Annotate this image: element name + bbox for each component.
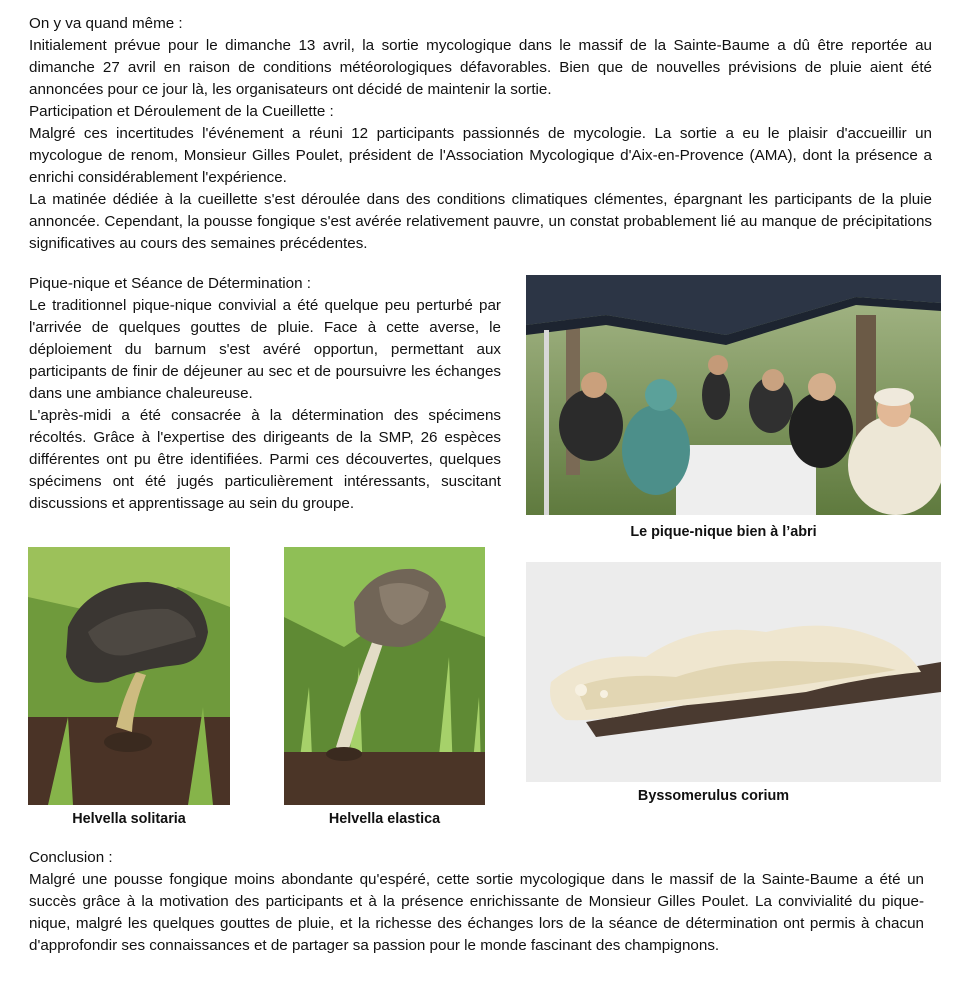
intro-heading: On y va quand même : (29, 15, 183, 32)
picnic-photo (526, 275, 941, 515)
participation-heading: Participation et Déroulement de la Cueillette : (29, 103, 334, 120)
helvella-elastica-caption: Helvella elastica (328, 811, 441, 827)
byssomerulus-corium-caption: Byssomerulus corium (637, 788, 790, 804)
byssomerulus-corium-photo (526, 562, 941, 782)
helvella-solitaria-caption: Helvella solitaria (72, 811, 186, 827)
participation-paragraph-2: La matinée dédiée à la cueillette s'est déroulée dans des conditions climatiques clémentes, épargnant les participants de la pluie annoncée. Cependant, la pousse fongique s'est avérée relativement pauvre, un constat probablement lié au manque de précipitations significatives au cours des semaines précédentes. (29, 191, 932, 252)
conclusion-paragraph: Malgré une pousse fongique moins abondante qu'espéré, cette sortie mycologique dans le massif de la Sainte-Baume a été un succès grâce à la motivation des participants et à la présence enrichissante de Monsieur Gilles Poulet. La convivialité du pique-nique, malgré les quelques gouttes de pluie, et la richesse des échanges lors de la séance de détermination ont permis à chacun d'approfondir ses connaissances et de partager sa passion pour le monde fascinant des champignons. (29, 871, 924, 954)
picnic-caption: Le pique-nique bien à l’abri (630, 524, 817, 540)
intro-paragraph: Initialement prévue pour le dimanche 13 avril, la sortie mycologique dans le massif de la Sainte-Baume a dû être reportée au dimanche 27 avril en raison de conditions météorologiques défavorables. Bien que de nouvelles prévisions de pluie aient été annoncées pour ce jour là, les organisateurs ont décidé de maintenir la sortie. (29, 37, 932, 98)
picnic-heading: Pique-nique et Séance de Détermination : (29, 275, 311, 292)
picnic-block (29, 273, 501, 515)
picnic-paragraph-2: L'après-midi a été consacrée à la détermination des spécimens récoltés. Grâce à l'expertise des dirigeants de la SMP, 26 espèces différentes ont pu être identifiées. Parmi ces découvertes, quelques spécimens ont été jugés particulièrement intéressants, suscitant discussions et apprentissage au sein du groupe. (29, 407, 501, 512)
helvella-solitaria-photo (28, 547, 230, 805)
participation-paragraph-1: Malgré ces incertitudes l'événement a réuni 12 participants passionnés de mycologie. La sortie a eu le plaisir d'accueillir un mycologue de renom, Monsieur Gilles Poulet, président de l'Association Mycologique d'Aix-en-Provence (AMA), dont la présence a enrichi considérablement l'expérience. (29, 125, 932, 186)
helvella-elastica-photo (284, 547, 485, 805)
picnic-paragraph-1: Le traditionnel pique-nique convivial a été quelque peu perturbé par l'arrivée de quelques gouttes de pluie. Face à cette averse, le déploiement du barnum s'est avéré opportun, permettant aux participants de finir de déjeuner au sec et de poursuivre les échanges dans une ambiance chaleureuse. (29, 297, 501, 402)
conclusion-heading: Conclusion : (29, 849, 113, 866)
intro-participation-block (29, 13, 932, 255)
conclusion-block (29, 847, 924, 957)
